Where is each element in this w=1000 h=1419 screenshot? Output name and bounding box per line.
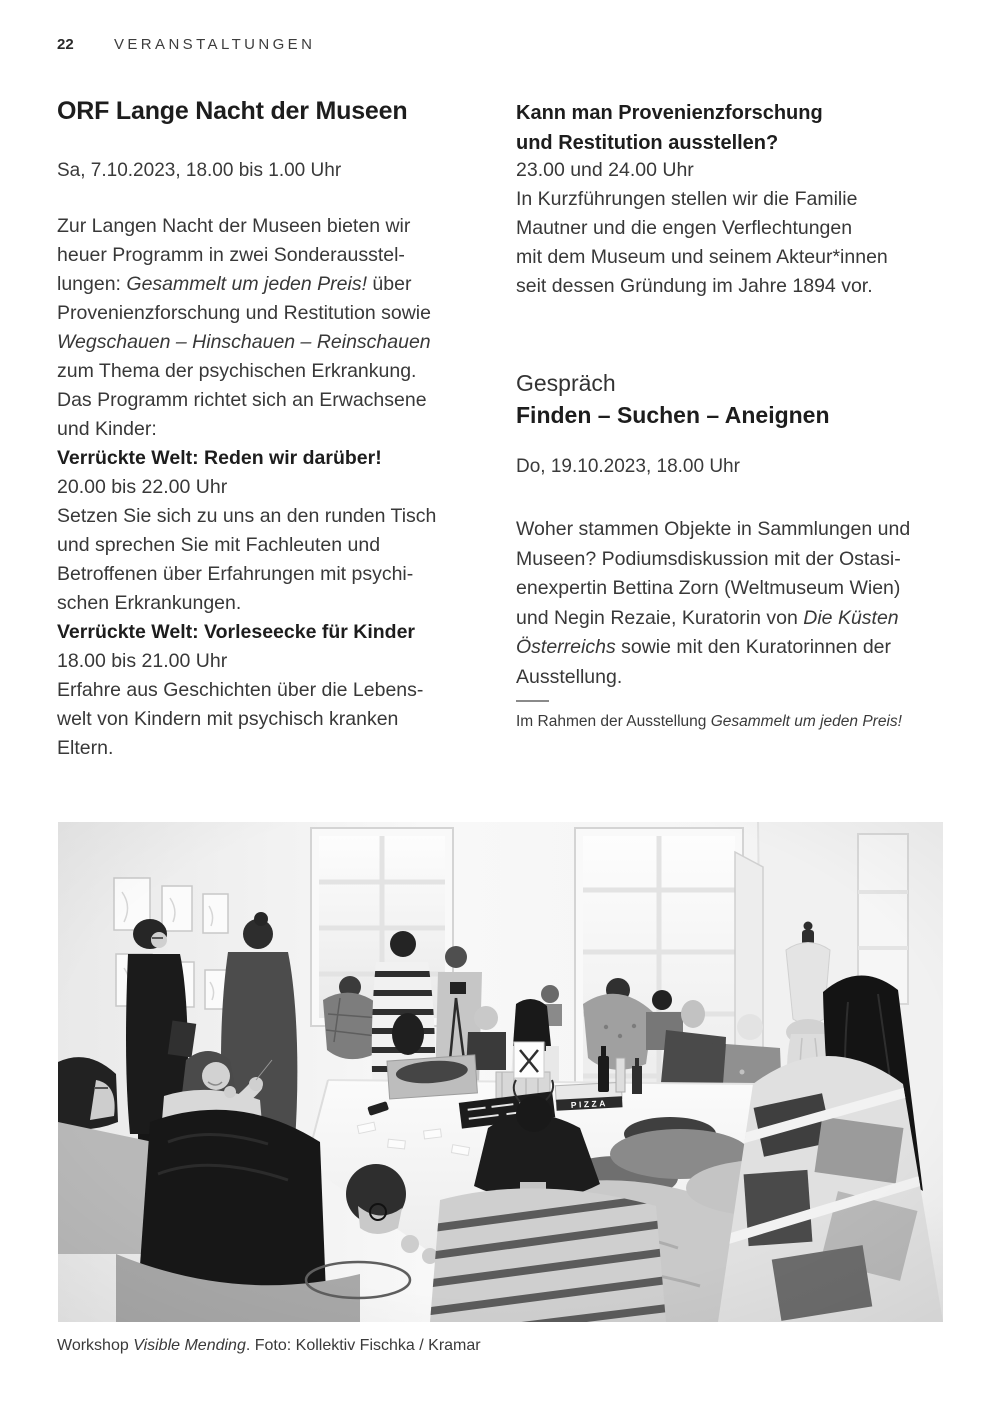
event-description-orf: Zur Langen Nacht der Museen bieten wir heuer Programm in zwei Sonderausstel- lungen: Gesammelt um jeden Preis! über Provenienzforschung und Restitution sowie Wegschauen – Hinschauen – Reinschauen zum Thema der psychischen Erkrankung. Das Programm richtet sich an Erwachsene und Kinder: Verrückte Welt: Reden wir darüber! 20.00 bis 22.00 Uhr Setzen Sie sich zu uns an den runden Tisch und sprechen Sie mit Fachleuten und Betroffenen über Erfahrungen mit psychi- schen Erkrankungen. Verrückte Welt: Vorleseecke für Kinder 18.00 bis 21.00 Uhr Erfahre aus Geschichten über die Lebens- welt von Kindern mit psychisch kranken Eltern. (57, 215, 437, 759)
event-datetime-gespraech: Do, 19.10.2023, 18.00 Uhr (516, 456, 740, 477)
photo-caption: Workshop Visible Mending. Foto: Kollektiv Fischka / Kramar (57, 1337, 481, 1354)
page-number: 22 (57, 36, 74, 53)
event-datetime-orf: Sa, 7.10.2023, 18.00 bis 1.00 Uhr (57, 160, 342, 181)
section-title: VERANSTALTUNGEN (114, 36, 316, 53)
footnote-exhibition-context: Im Rahmen der Ausstellung Gesammelt um jeden Preis! (516, 713, 902, 730)
event-description-provenienzforschung: 23.00 und 24.00 Uhr In Kurzführungen stellen wir die Familie Mautner und die engen Verflechtungen mit dem Museum und seinem Akteur*innen seit dessen Gründung im Jahre 1894 vor. (516, 159, 888, 297)
event-title-orf-lange-nacht: ORF Lange Nacht der Museen (57, 97, 408, 125)
event-description-gespraech: Woher stammen Objekte in Sammlungen und Museen? Podiumsdiskussion mit der Ostasi- enexpertin Bettina Zorn (Weltmuseum Wien) und Negin Rezaie, Kuratorin von Die Küsten Österreichs sowie mit den Kuratorinnen der Ausstellung. (516, 518, 911, 688)
event-kicker-gespraech: Gespräch (516, 370, 616, 396)
photo-vignette (58, 822, 943, 1322)
event-title-provenienzforschung: Kann man Provenienzforschung und Restitution ausstellen? (516, 102, 823, 154)
workshop-photo (58, 822, 943, 1322)
footnote-divider (516, 700, 549, 702)
event-title-finden-suchen-aneignen: Finden – Suchen – Aneignen (516, 402, 830, 428)
